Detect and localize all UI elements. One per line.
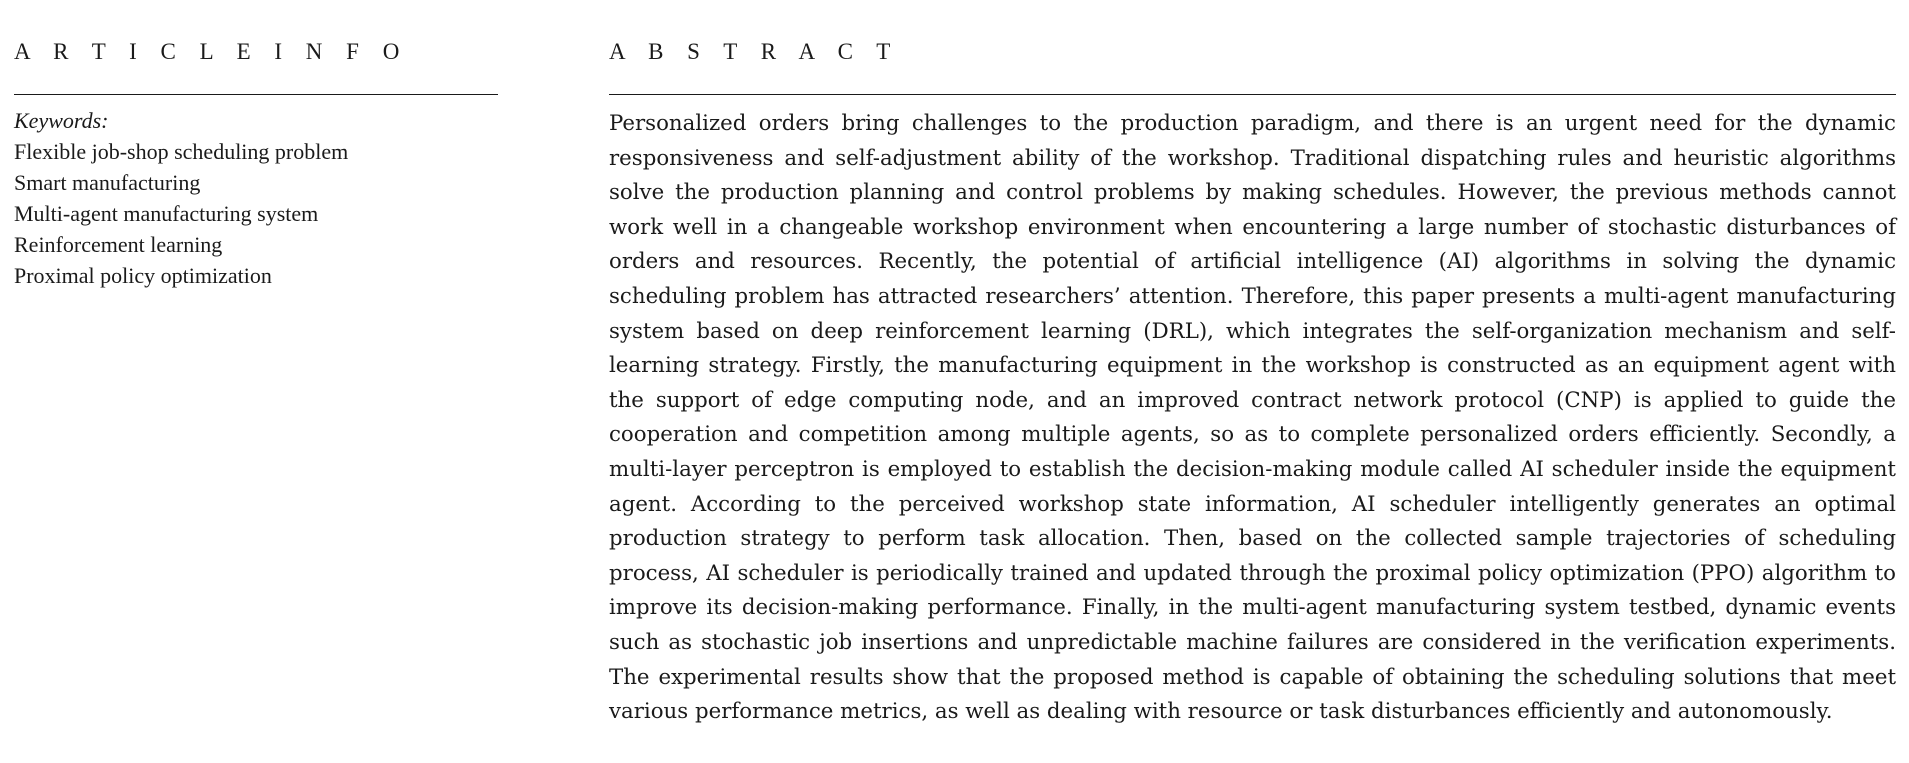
abstract-divider xyxy=(609,94,1896,95)
keyword-item: Flexible job-shop scheduling problem xyxy=(14,139,349,164)
keyword-item: Multi-agent manufacturing system xyxy=(14,201,319,226)
keywords-label: Keywords: xyxy=(14,108,109,133)
keyword-item: Proximal policy optimization xyxy=(14,263,272,288)
keyword-list xyxy=(14,136,498,291)
keyword-item: Reinforcement learning xyxy=(14,232,223,257)
article-info-divider xyxy=(14,94,498,95)
abstract-section xyxy=(609,36,1896,730)
abstract-text: Personalized orders bring challenges to the production paradigm, and there is an urgent need for the dynamic responsiveness and self-adjustment ability of the workshop. Traditional dispatching rules and heuristic algorithms solve the production planning and control problems by making schedules. However, the previous methods cannot work well in a changeable workshop environment when encountering a large number of stochastic disturbances of orders and resources. Recently, the potential of artificial intelligence (AI) algorithms in solving the dynamic scheduling problem has attracted researchers’ attention. Therefore, this paper presents a multi-agent manufacturing system based on deep reinforcement learning (DRL), which integrates the self-organization mechanism and self-learning strategy. Firstly, the manufacturing equipment in the workshop is constructed as an equipment agent with the support of edge computing node, and an improved contract network protocol (CNP) is applied to guide the cooperation and competition among multiple agents, so as to complete personalized orders efficiently. Secondly, a multi-layer perceptron is employed to establish the decision-making module called AI scheduler inside the equipment agent. According to the perceived workshop state information, AI scheduler intelligently generates an optimal production strategy to perform task allocation. Then, based on the collected sample trajectories of scheduling process, AI scheduler is periodically trained and updated through the proximal policy optimization (PPO) algorithm to improve its decision-making performance. Finally, in the multi-agent manufacturing system testbed, dynamic events such as stochastic job insertions and unpredictable machine failures are considered in the verification experiments. The experimental results show that the proposed method is capable of obtaining the scheduling solutions that meet various performance metrics, as well as dealing with resource or task disturbances efficiently and autonomously. xyxy=(609,111,1896,725)
article-info-section xyxy=(14,36,498,291)
abstract-heading: A B S T R A C T xyxy=(609,39,900,64)
article-info-heading: A R T I C L E I N F O xyxy=(14,39,409,64)
keyword-item: Smart manufacturing xyxy=(14,170,201,195)
